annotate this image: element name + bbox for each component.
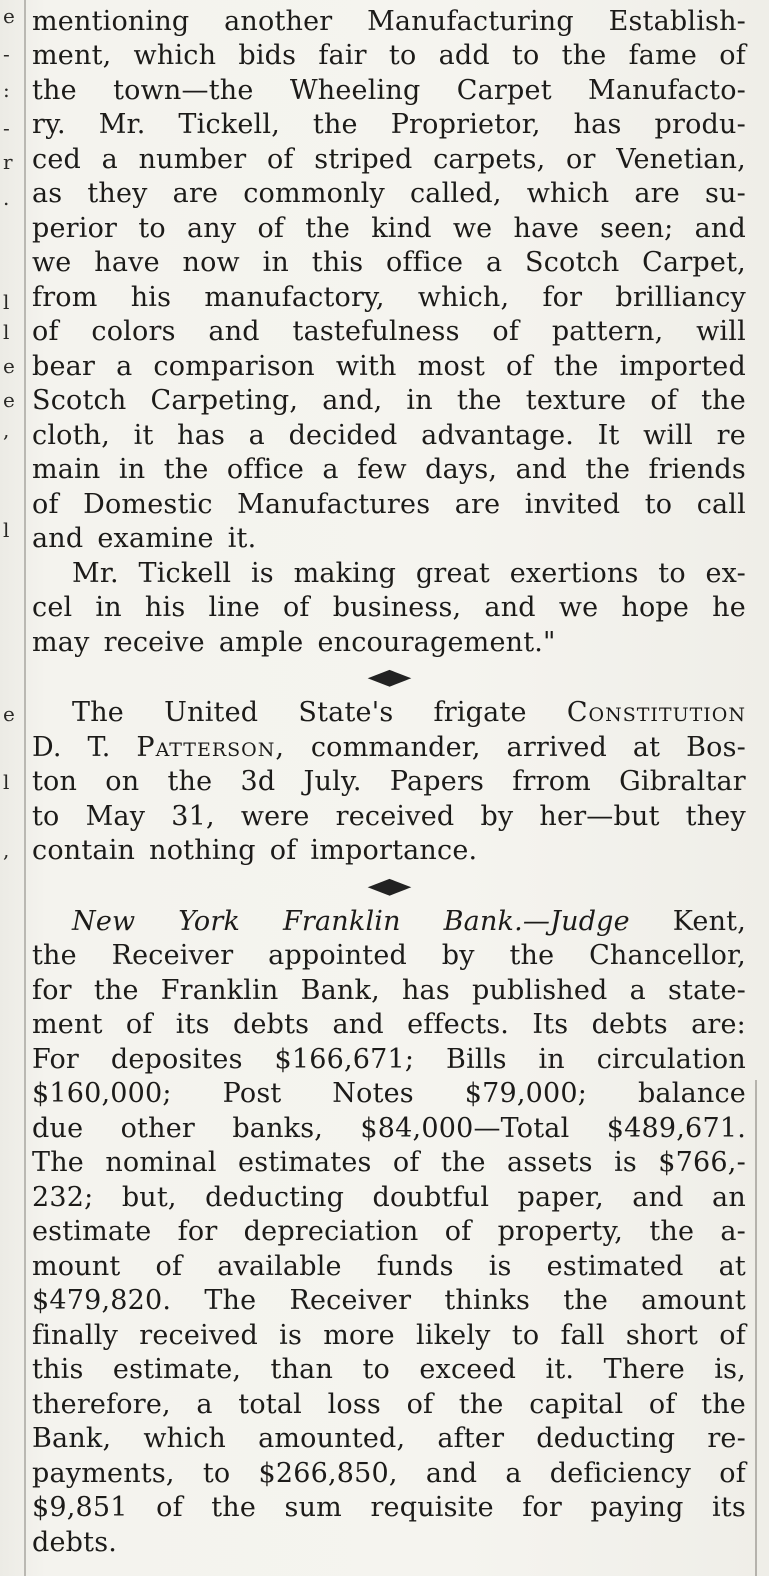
italic-heading: New	[72, 905, 136, 937]
section-divider-ornament: ◆	[366, 665, 411, 690]
text-line: mount of available funds is estimated at	[32, 1250, 746, 1282]
text-line: and examine it.	[32, 523, 257, 555]
gutter-mark: ,	[3, 418, 10, 442]
gutter-mark: -	[3, 42, 10, 66]
text-line: D. T. Patterson, commander, arrived at Bos-	[32, 731, 746, 763]
text-line: from his manufactory, which, for brilliancy	[32, 281, 746, 313]
paragraph-2	[32, 556, 746, 660]
text-line: Mr. Tickell is making great exertions to ex-	[72, 557, 746, 589]
gutter-mark: e	[3, 354, 15, 378]
text-line: New York Franklin Bank.—Judge Kent,	[72, 905, 746, 937]
gutter-mark: .	[3, 186, 10, 210]
text-line: the Receiver appointed by the Chancellor,	[32, 940, 746, 972]
text-line: to May 31, were received by her—but they	[32, 800, 746, 832]
text-line: ced a number of striped carpets, or Venetian,	[32, 143, 746, 175]
text-line: this estimate, than to exceed it. There is,	[32, 1354, 746, 1386]
text-line: as they are commonly called, which are su-	[32, 178, 746, 210]
text-line: $160,000; Post Notes $79,000; balance	[32, 1078, 746, 1110]
text-line: cel in his line of business, and we hope he	[32, 592, 746, 624]
text-line: main in the office a few days, and the friends	[32, 454, 746, 486]
text-line: Scotch Carpeting, and, in the texture of the	[32, 385, 746, 417]
text-line: ton on the 3d July. Papers frrom Gibraltar	[32, 766, 746, 798]
gutter-mark: ,	[3, 838, 10, 862]
italic-heading: Franklin	[282, 905, 401, 937]
gutter-mark: r	[3, 150, 13, 174]
text-line: due other banks, $84,000—Total $489,671.	[32, 1112, 746, 1144]
text-line: cloth, it has a decided advantage. It will re	[32, 419, 746, 451]
text-line: finally received is more likely to fall short of	[32, 1319, 746, 1351]
text-line: perior to any of the kind we have seen; and	[32, 212, 746, 244]
text-line: for the Franklin Bank, has published a state-	[32, 974, 746, 1006]
gutter-mark: :	[3, 78, 10, 102]
italic-heading: Bank.—Judge	[443, 905, 630, 937]
text-line: of colors and tastefulness of pattern, will	[32, 316, 746, 348]
column-rule-right	[755, 1080, 757, 1576]
text-line: therefore, a total loss of the capital of the	[32, 1388, 746, 1420]
gutter-mark: l	[3, 518, 10, 542]
text-line: contain nothing of importance.	[32, 835, 478, 867]
text-line: the town—the Wheeling Carpet Manufacto-	[32, 74, 746, 106]
paragraph-1	[32, 4, 746, 556]
text-line: For deposites $166,671; Bills in circulation	[32, 1043, 746, 1075]
gutter-mark: l	[3, 290, 10, 314]
text-line: debts.	[32, 1526, 118, 1558]
gutter-mark: e	[3, 4, 15, 28]
text-line: $479,820. The Receiver thinks the amount	[32, 1285, 746, 1317]
text-line: of Domestic Manufactures are invited to call	[32, 488, 746, 520]
text-line: ment, which bids fair to add to the fame of	[32, 40, 746, 72]
gutter-mark: e	[3, 702, 15, 726]
gutter-mark: l	[3, 320, 10, 344]
italic-heading: York	[178, 905, 241, 937]
text-line: may receive ample encouragement."	[32, 626, 556, 658]
text-line: mentioning another Manufacturing Establish-	[32, 5, 746, 37]
paragraph-4	[32, 904, 746, 1560]
text-line: The United State's frigate Constitution	[72, 697, 746, 729]
section-divider-ornament: ◆	[366, 873, 411, 899]
text-line: 232; but, deducting doubtful paper, and an	[32, 1181, 746, 1213]
text-line: bear a comparison with most of the imported	[32, 350, 746, 382]
text-line: ment of its debts and effects. Its debts are:	[32, 1009, 746, 1041]
gutter-mark: -	[3, 116, 10, 140]
text-line: estimate for depreciation of property, the a-	[32, 1216, 746, 1248]
gutter-mark: e	[3, 388, 15, 412]
text-line: The nominal estimates of the assets is $766,-	[32, 1147, 746, 1179]
text-line: ry. Mr. Tickell, the Proprietor, has produ-	[32, 109, 746, 141]
paragraph-3	[32, 696, 746, 869]
gutter-mark: l	[3, 770, 10, 794]
article-column	[32, 4, 746, 1560]
text-line: we have now in this office a Scotch Carpet,	[32, 247, 746, 279]
text-line: payments, to $266,850, and a deficiency of	[32, 1457, 746, 1489]
text-line: $9,851 of the sum requisite for paying its	[32, 1492, 746, 1524]
column-rule	[24, 0, 26, 1576]
left-gutter	[0, 0, 22, 1576]
text-line: Bank, which amounted, after deducting re-	[32, 1423, 746, 1455]
